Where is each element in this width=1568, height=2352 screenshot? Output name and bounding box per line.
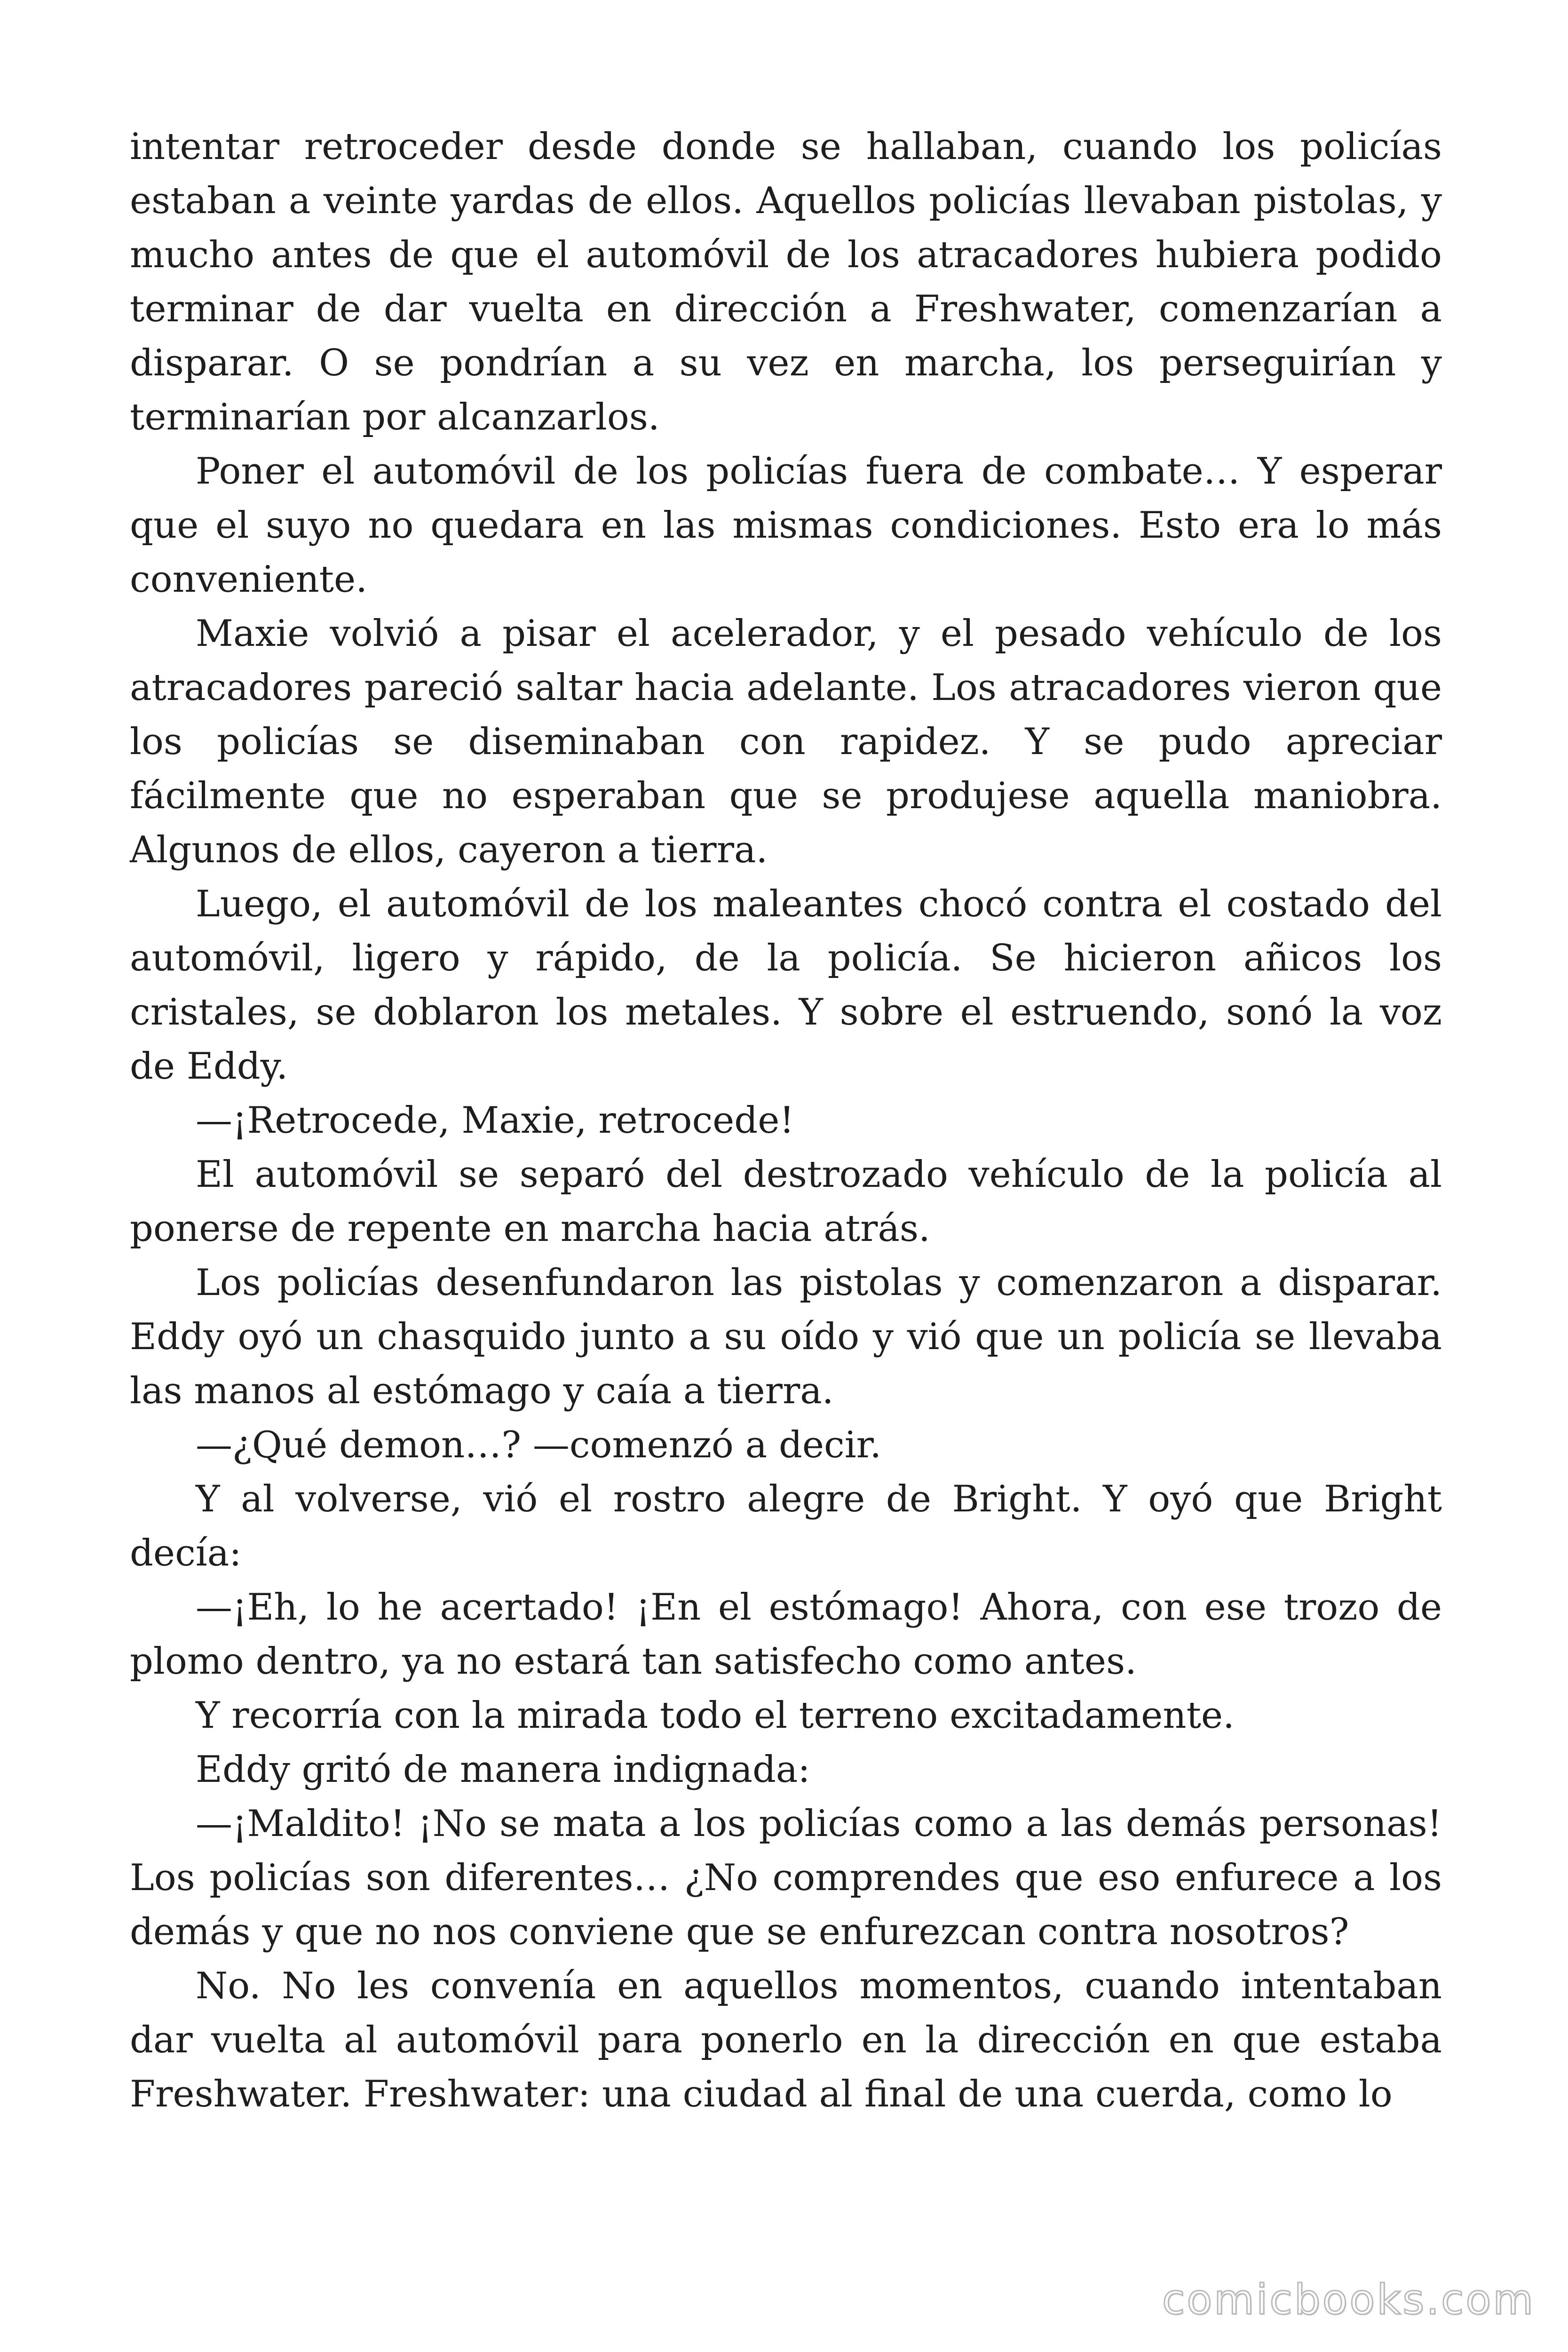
dialogue-line: —¡Maldito! ¡No se mata a los policías como a las demás personas! Los policías son diferentes… ¿No comprendes que eso enfurece a los demás y que no nos conviene que se enfurezcan contra nosotros?: [130, 1803, 1442, 1953]
paragraph: Eddy gritó de manera indignada:: [196, 1748, 810, 1791]
paragraph: intentar retroceder desde donde se hallaban, cuando los policías estaban a veinte yardas de ellos. Aquellos policías llevaban pistolas, y mucho antes de que el automóvil de los atracadores hubiera podido terminar de dar vuelta en dirección a Freshwater, comenzarían a disparar. O se pondrían a su vez en marcha, los perseguirían y terminarían por alcanzarlos.: [130, 126, 1442, 438]
watermark: comicbooks.com: [1162, 2275, 1535, 2324]
paragraph: El automóvil se separó del destrozado vehículo de la policía al ponerse de repente en marcha hacia atrás.: [130, 1153, 1442, 1250]
dialogue-line: —¡Retrocede, Maxie, retrocede!: [196, 1099, 794, 1142]
paragraph: No. No les convenía en aquellos momentos, cuando intentaban dar vuelta al automóvil para ponerlo en la dirección en que estaba Freshwater. Freshwater: una ciudad al final de una cuerda, como lo: [130, 1965, 1442, 2115]
paragraph: Y recorría con la mirada todo el terreno excitadamente.: [196, 1694, 1235, 1737]
dialogue-line: —¡Eh, lo he acertado! ¡En el estómago! Ahora, con ese trozo de plomo dentro, ya no estará tan satisfecho como antes.: [130, 1586, 1442, 1683]
paragraph: Luego, el automóvil de los maleantes chocó contra el costado del automóvil, ligero y rápido, de la policía. Se hicieron añicos los cristales, se doblaron los metales. Y sobre el estruendo, sonó la voz de Eddy.: [130, 883, 1442, 1088]
paragraph: Maxie volvió a pisar el acelerador, y el pesado vehículo de los atracadores pareció saltar hacia adelante. Los atracadores vieron que los policías se diseminaban con rapidez. Y se pudo apreciar fácilmente que no esperaban que se produjese aquella maniobra. Algunos de ellos, cayeron a tierra.: [130, 612, 1442, 871]
book-page-text: [130, 120, 1442, 2122]
paragraph: Poner el automóvil de los policías fuera de combate… Y esperar que el suyo no quedara en las mismas condiciones. Esto era lo más conveniente.: [130, 450, 1442, 601]
paragraph: Y al volverse, vió el rostro alegre de Bright. Y oyó que Bright decía:: [130, 1478, 1442, 1574]
paragraph: Los policías desenfundaron las pistolas y comenzaron a disparar. Eddy oyó un chasquido junto a su oído y vió que un policía se llevaba las manos al estómago y caía a tierra.: [130, 1262, 1442, 1412]
dialogue-line: —¿Qué demon…? —comenzó a decir.: [196, 1424, 882, 1466]
